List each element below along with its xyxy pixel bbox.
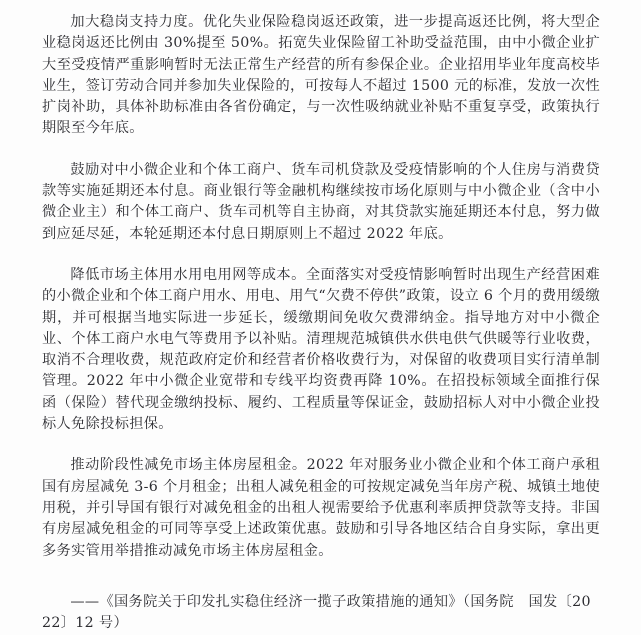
policy-paragraph-rent-reduction: 推动阶段性减免市场主体房屋租金。2022 年对服务业小微企业和个体工商户承租国有房屋减免 3-6 个月租金；出租人减免租金的可按规定减免当年房产税、城镇土地使用税，并引导国有银行对减免租金的出租人视需要给予优惠利率质押贷款等支持。非国有房屋减免租金的可同等享受上述政策优惠。鼓励和引导各地区结合自身实际，拿出更多务实管用举措推动减免市场主体房屋租金。 [42, 457, 600, 559]
source-citation: ——《国务院关于印发扎实稳住经济一揽子政策措施的通知》（国务院 国发〔2022〕12 号） [42, 593, 591, 632]
source-spacer [42, 582, 600, 592]
document-body [42, 12, 600, 634]
policy-paragraph-employment-stabilization: 加大稳岗支持力度。优化失业保险稳岗返还政策，进一步提高返还比例，将大型企业稳岗返还比例由 30%提至 50%。拓宽失业保险留工补助受益范围，由中小微企业扩大至受疫情严重影响暂时无法正常生产经营的所有参保企业。企业招用毕业年度高校毕业生，签订劳动合同并参加失业保险的，可按每人不超过 1500 元的标准，发放一次性扩岗补助，具体补助标准由各省份确定，与一次性吸纳就业补贴不重复享受，政策执行期限至今年底。 [42, 14, 600, 137]
policy-paragraph-loan-deferral: 鼓励对中小微企业和个体工商户、货车司机贷款及受疫情影响的个人住房与消费贷款等实施延期还本付息。商业银行等金融机构继续按市场化原则与中小微企业（含中小微企业主）和个体工商户、货车司机等自主协商，对其贷款实施延期还本付息，努力做到应延尽延，本轮延期还本付息日期原则上不超过 2022 年底。 [42, 161, 600, 242]
policy-paragraph-utility-cost-reduction: 降低市场主体用水用电用网等成本。全面落实对受疫情影响暂时出现生产经营困难的小微企业和个体工商户用水、用电、用气“欠费不停供”政策，设立 6 个月的费用缓缴期，并可根据当地实际进一步延长，缓缴期间免收欠费滞纳金。指导地方对中小微企业、个体工商户水电气等费用予以补贴。清理规范城镇供水供电供气供暖等行业收费，取消不合理收费，规范政府定价和经营者价格收费行为，对保留的收费项目实行清单制管理。2022 年中小微企业宽带和专线平均资费再降 10%。在招投标领域全面推行保函（保险）替代现金缴纳投标、履约、工程质量等保证金，鼓励招标人对中小微企业投标人免除投标担保。 [42, 266, 600, 433]
